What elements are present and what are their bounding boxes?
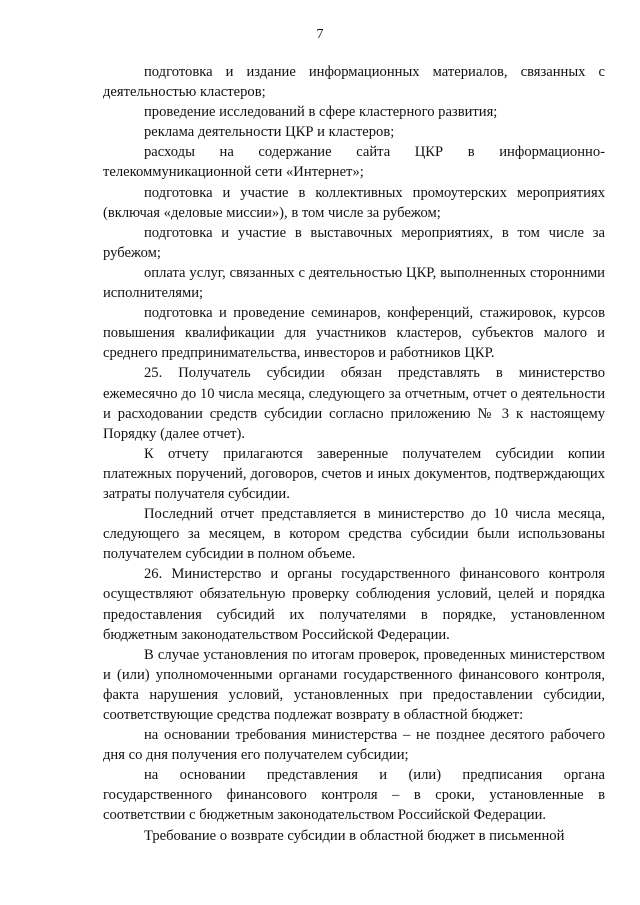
paragraph-14: на основании требования министерства – не позднее десятого рабочего дня со дня получения его получателем субсидии; <box>103 727 605 764</box>
page-number: 7 <box>316 27 324 42</box>
paragraph-6: подготовка и участие в выставочных мероприятиях, в том числе за рубежом; <box>103 224 605 261</box>
paragraph-11: Последний отчет представляется в министерство до 10 числа месяца, следующего за месяцем, в котором средства субсидии были использованы получателем субсидии в полном объеме. <box>103 506 605 563</box>
paragraph-12: 26. Министерство и органы государственного финансового контроля осуществляют обязательную проверку соблюдения условий, целей и порядка предоставления субсидий их получателями в порядке, установленном бюджетным законодательством Российской Федерации. <box>103 566 605 643</box>
paragraph-5: подготовка и участие в коллективных промоутерских мероприятиях (включая «деловые миссии»), в том числе за рубежом; <box>103 184 605 221</box>
paragraph-13: В случае установления по итогам проверок, проведенных министерством и (или) уполномоченными органами государственного финансового контроля, факта нарушения условий, установленных при предоставлении субсидии, соответствующие средства подлежат возврату в областной бюджет: <box>103 646 605 723</box>
paragraph-15: на основании представления и (или) предписания органа государственного финансового контроля – в сроки, установленные в соответствии с бюджетным законодательством Российской Федерации. <box>103 767 605 824</box>
paragraph-10: К отчету прилагаются заверенные получателем субсидии копии платежных поручений, договоров, счетов и иных документов, подтверждающих затраты получателя субсидии. <box>103 445 605 502</box>
document-body <box>103 62 605 846</box>
paragraph-16: Требование о возврате субсидии в областной бюджет в письменной <box>144 827 565 844</box>
paragraph-7: оплата услуг, связанных с деятельностью ЦКР, выполненных сторонними исполнителями; <box>103 264 605 302</box>
paragraph-8: подготовка и проведение семинаров, конференций, стажировок, курсов повышения квалификации для участников кластеров, субъектов малого и среднего предпринимательства, инвесторов и работников ЦКР. <box>103 305 605 362</box>
paragraph-4: расходы на содержание сайта ЦКР в информационно-телекоммуникационной сети «Интернет»; <box>103 144 605 181</box>
paragraph-1: подготовка и издание информационных материалов, связанных с деятельностью кластеров; <box>103 64 605 101</box>
paragraph-2: проведение исследований в сфере кластерного развития; <box>144 104 498 121</box>
paragraph-9: 25. Получатель субсидии обязан представлять в министерство ежемесячно до 10 числа месяца, следующего за отчетным, отчет о деятельности и расходовании средств субсидии согласно приложению № 3 к настоящему Порядку (далее отчет). <box>103 365 605 442</box>
paragraph-3: реклама деятельности ЦКР и кластеров; <box>144 124 395 141</box>
